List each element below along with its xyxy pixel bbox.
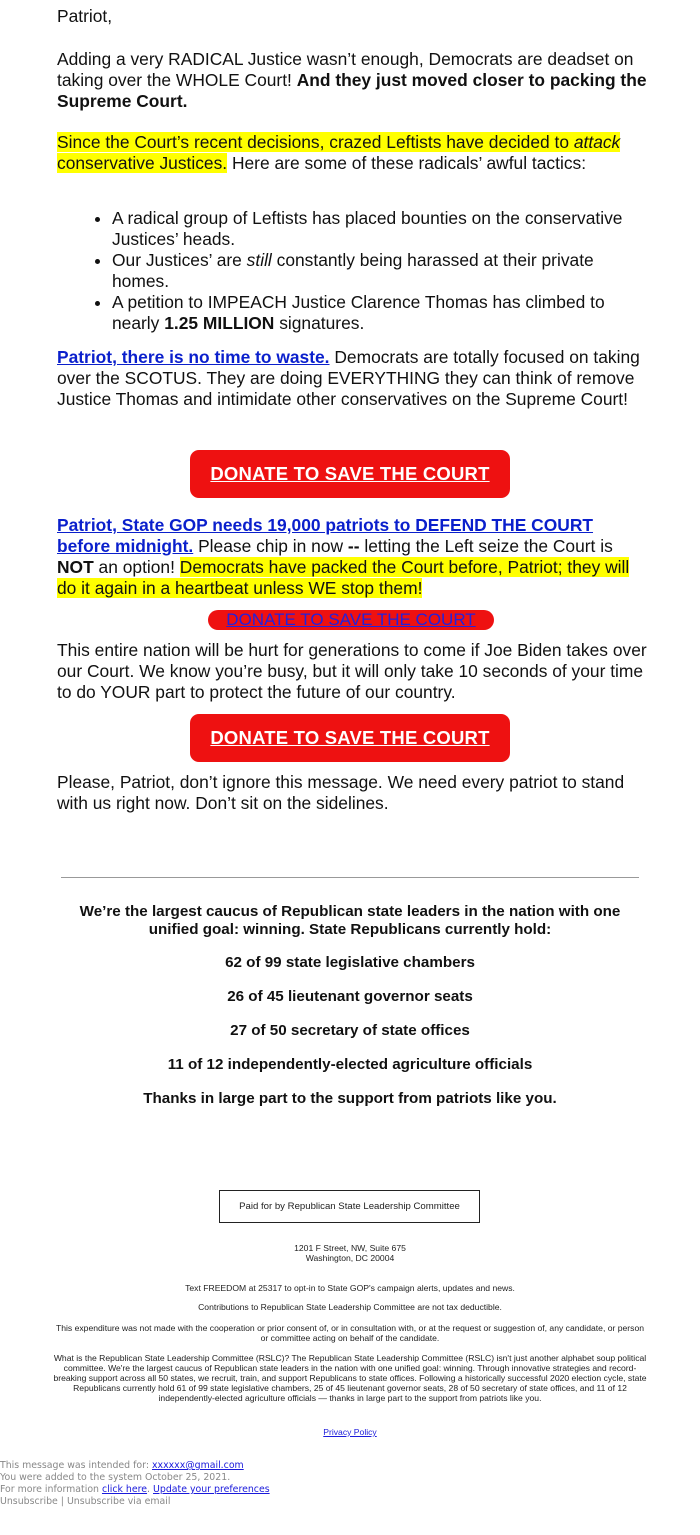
defend-c: an option! [93, 557, 180, 577]
hl-text-b: conservative Justices. [57, 153, 228, 173]
contributions-notice: Contributions to Republican State Leadership Committee are not tax deductible. [198, 1302, 502, 1312]
text-freedom: Text FREEDOM at 25317 to opt-in to State GOP's campaign alerts, updates and news. [185, 1283, 515, 1293]
no-time-rest: Democrats are totally focused on taking over the SCOTUS. They are doing EVERYTHING they can think of remove Justice Thomas and intimidate other conservatives on the Supreme Court! [57, 347, 640, 409]
b3-bold: 1.25 MILLION [164, 313, 275, 333]
footer-more-info [0, 1484, 700, 1496]
footer-added: You were added to the system October 25, 2021. [0, 1472, 231, 1483]
list-item [112, 250, 647, 292]
list-item: • A radical group of Leftists has placed bounties on the conservative Justices’ heads. [112, 208, 647, 250]
paid-for-box: Paid for by Republican State Leadership Committee [219, 1190, 480, 1223]
stat-legislative: 62 of 99 state legislative chambers [225, 954, 475, 971]
stats-thanks: Thanks in large part to the support from patriots like you. [143, 1090, 557, 1107]
intended-label: This message was intended for: [0, 1460, 152, 1471]
defend-paragraph [57, 515, 647, 599]
unsubscribe-email-link[interactable]: Unsubscribe via email [66, 1496, 171, 1507]
attack-rest: Here are some of these radicals’ awful tactics: [227, 153, 587, 173]
address-line-2: Washington, DC 20004 [305, 1253, 395, 1263]
greeting: Patriot, [57, 6, 113, 26]
privacy-row [52, 1427, 648, 1437]
list-item [112, 292, 647, 334]
stat-secretary: 27 of 50 secretary of state offices [230, 1022, 470, 1039]
rslc-description: What is the Republican State Leadership Committee (RSLC)? The Republican State Leadership Committee (RSLC) isn't just another alphabet soup political committee. We're the largest caucus of Republican state leaders in the nation with one unified goal: winning. Through innovative strategies and record-breaking support across all 50 states, we recruit, train, and support Republicans to state offices. Following a historically successful 2020 election cycle, state Republicans currently hold 61 of 99 state legislative chambers, 25 of 45 lieutenant governor seats, 28 of 50 secretary of state offices, and 11 of 12 independently-elected agriculture officials — thanks in large part to the support from patriots like you. [53, 1353, 647, 1403]
footer-unsubscribe [0, 1496, 700, 1508]
update-preferences-link[interactable]: Update your preferences [153, 1484, 270, 1495]
stat-agriculture: 11 of 12 independently-elected agriculture officials [167, 1056, 533, 1073]
stat-lt-governor: 26 of 45 lieutenant governor seats [227, 988, 473, 1005]
unsubscribe-separator: | [57, 1496, 67, 1507]
more-info-dot: . [147, 1484, 154, 1495]
b2-text-a: Our Justices’ are [112, 250, 247, 270]
footer-intended [0, 1460, 700, 1472]
unsubscribe-link[interactable]: Unsubscribe [0, 1496, 58, 1507]
donate-button[interactable]: DONATE TO SAVE THE COURT [190, 714, 510, 762]
address-line-1: 1201 F Street, NW, Suite 675 [294, 1243, 406, 1253]
attack-paragraph [57, 132, 645, 174]
more-info-label: For more information [0, 1484, 102, 1495]
expenditure-notice: This expenditure was not made with the cooperation or prior consent of, or in consultation with, or at the request or suggestion of, any candidate, or person or committee acting on behalf of the candidate. [55, 1323, 645, 1343]
b2-text-b: constantly being harassed at their private homes. [112, 250, 594, 291]
recipient-email-link[interactable]: xxxxxx@gmail.com [151, 1460, 244, 1471]
defend-not: NOT [57, 557, 94, 577]
ignore-paragraph: Please, Patriot, don’t ignore this message. We need every patriot to stand with us right now. Don’t sit on the sidelines. [57, 772, 625, 813]
donate-button[interactable]: DONATE TO SAVE THE COURT [190, 450, 510, 498]
b3-text-a: A petition to IMPEACH Justice Clarence Thomas has climbed to nearly [112, 292, 605, 333]
hl-text-a: Since the Court’s recent decisions, crazed Leftists have decided to [57, 132, 574, 152]
b3-text-b: signatures. [274, 313, 365, 333]
intro-text: Adding a very RADICAL Justice wasn’t enough, Democrats are deadset on taking over the WHOLE Court! [57, 49, 634, 90]
defend-b: letting the Left seize the Court is [359, 536, 613, 556]
address [52, 1243, 648, 1263]
b2-em: still [246, 250, 272, 270]
stats-intro: We’re the largest caucus of Republican state leaders in the nation with one unified goal: winning. State Republicans currently hold: [79, 903, 621, 938]
highlight-packed: Democrats have packed the Court before, Patriot; they will do it again in a heartbeat unless WE stop them! [57, 557, 630, 598]
defend-dash: -- [347, 536, 360, 556]
intro-paragraph [57, 49, 647, 112]
intro-bold: And they just moved closer to packing the Supreme Court. [57, 70, 647, 111]
hl-em: attack [573, 132, 621, 152]
defend-a: Please chip in now [193, 536, 348, 556]
tactics-list [57, 208, 647, 334]
no-time-link[interactable]: Patriot, there is no time to waste. [57, 347, 330, 367]
divider [61, 877, 639, 878]
privacy-policy-link[interactable]: Privacy Policy [323, 1427, 377, 1437]
click-here-link[interactable]: click here [101, 1484, 148, 1495]
donate-link-small[interactable]: DONATE TO SAVE THE COURT [208, 610, 494, 630]
defend-court-link[interactable]: Patriot, State GOP needs 19,000 patriots to DEFEND THE COURT before midnight. [57, 515, 594, 556]
no-time-paragraph [57, 347, 647, 410]
nation-paragraph: This entire nation will be hurt for generations to come if Joe Biden takes over our Court. We know you’re busy, but it will only take 10 seconds of your time to do YOUR part to protect the future of our country. [57, 640, 647, 702]
